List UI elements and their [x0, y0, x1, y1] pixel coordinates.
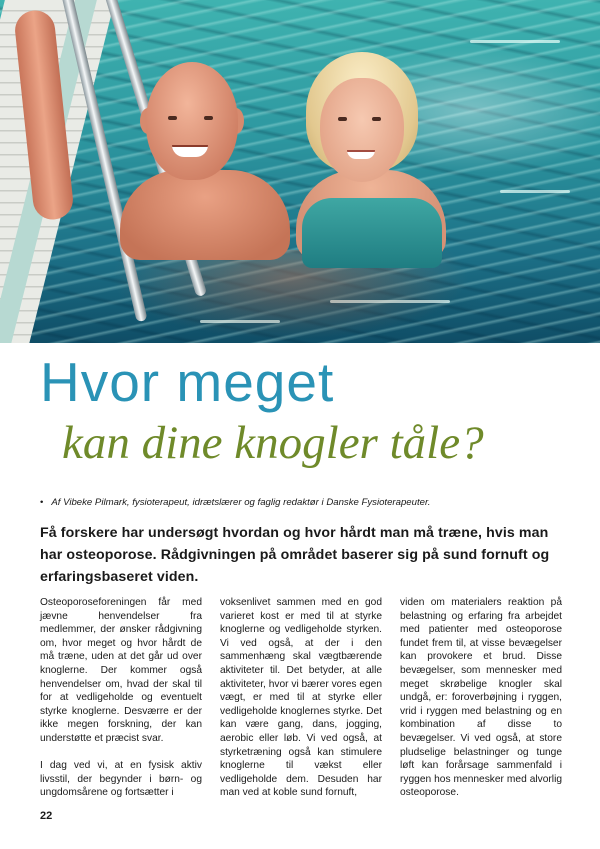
body-column-2: [220, 596, 382, 800]
man-eye: [168, 116, 177, 120]
woman-face: [320, 78, 404, 182]
lead-paragraph: Få forskere har undersøgt hvordan og hvor hårdt man må træne, hvis man har osteoporose. Rådgivningen på området baserer sig på sund fornuft og erfaringsbaseret viden.: [40, 525, 550, 585]
bullet-icon: •: [40, 497, 44, 508]
man-head: [146, 62, 238, 180]
water-shine: [500, 190, 570, 193]
title-line-1: Hvor meget: [40, 351, 335, 413]
man-eye: [204, 116, 213, 120]
body-paragraph: I dag ved vi, at en fysisk aktiv livsstil, der begynder i børn- og ungdomsårene og fortsætter i: [40, 760, 202, 799]
woman-swimsuit: [302, 198, 442, 268]
body-paragraph: viden om materialers reaktion på belastning og erfaring fra arbejdet med patienter med osteoporose fundet frem til, at visse bevægelser kan provokere et brud. Disse bevægelser, som mennesker med meget skrøbelige knogler skal undgå, er: foroverbøjning i ryggen, vrid i ryggen med belastning og en kombination af disse to bevægelser. Vi ved også, at store pludselige belastninger og tunge løft kan forårsage sammenfald i ryggen hos mennesker med alvorlig osteoporose.: [400, 597, 562, 799]
woman-eye: [338, 117, 347, 121]
hero-photo: [0, 0, 600, 343]
page-number: 22: [40, 810, 53, 822]
body-paragraph: Osteoporoseforeningen får med jævne henvendelser fra medlemmer, der ønsker rådgivning om, hvor meget og hvor hårdt de må træne, uden at det går ud over knoglerne. Der kommer også henvendelser om, hvad der skal til for at vedligeholde og eventuelt styrke knoglerne. Desværre er der ikke megen forskning, der kan understøtte et præcist svar.: [40, 597, 202, 744]
body-column-3: [400, 596, 562, 800]
body-column-1: [40, 596, 202, 800]
woman-eye: [372, 117, 381, 121]
body-paragraph: voksenlivet sammen med en god varieret kost er med til at styrke knoglerne og vedligeholde styrken. Vi ved også, at der i den sammenhæng skal vægtbærende aktiviteter til. Det betyder, at alle aktiviteter, hvor vi bærer vores egen vægt, er med til at styrke eller vedligeholde knoglernes styrke. Det kan være gang, dans, jogging, aerobic eller løb. Vi ved også, at styrketræning også kan stimulere knoglerne til vækst eller vedligeholde dem. Desuden har man ved at koble sund fornuft,: [220, 597, 382, 799]
byline-text: Af Vibeke Pilmark, fysioterapeut, idrætslærer og faglig redaktør i Danske Fysioterapeuter.: [51, 497, 431, 508]
man-shoulders: [120, 170, 290, 260]
byline: [40, 497, 580, 508]
title-line-2: kan dine knogler tåle?: [62, 417, 484, 469]
water-shine: [470, 40, 560, 43]
